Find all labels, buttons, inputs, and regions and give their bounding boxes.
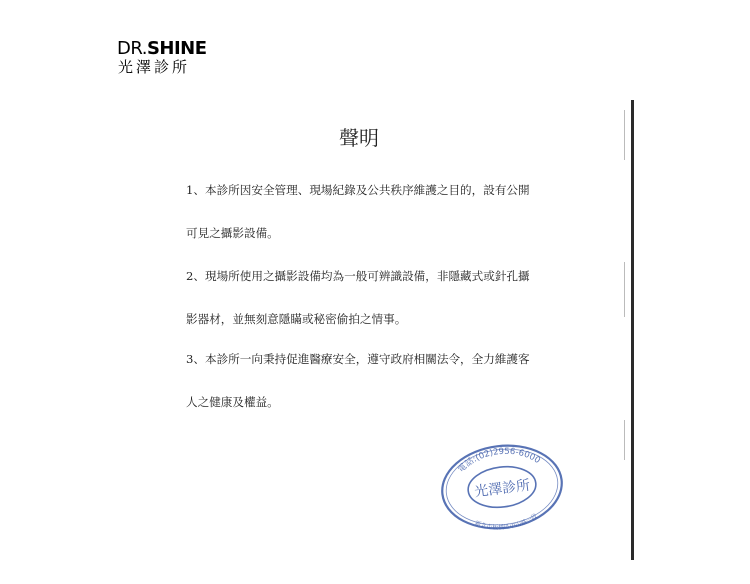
scan-edge-line: [631, 100, 634, 560]
document-title: 聲明: [339, 126, 379, 150]
stamp-address-text: 新北市板橋區中山路一段: [473, 512, 539, 531]
logo-prefix: DR.: [117, 38, 147, 59]
paragraph-line: 3、本診所一向秉持促進醫療安全，遵守政府相關法令，全力維護客: [186, 352, 530, 366]
statement-paragraph-2: [186, 268, 568, 327]
logo-name: SHINE: [146, 38, 207, 59]
paragraph-line: 影器材，並無刻意隱瞞或秘密偷拍之情事。: [186, 312, 407, 326]
scan-edge-mark: [624, 420, 625, 460]
logo-english: [117, 40, 207, 58]
statement-paragraph-1: [186, 182, 568, 241]
scan-edge-mark: [624, 262, 625, 317]
stamp-phone-text: 電話:(02)2956-6000: [456, 446, 542, 475]
paragraph-line: 1、本診所因安全管理、現場紀錄及公共秩序維護之目的，設有公開: [186, 183, 530, 197]
paragraph-line: 人之健康及權益。: [186, 395, 279, 409]
paragraph-line: 2、現場所使用之攝影設備均為一般可辨識設備，非隱藏式或針孔攝: [186, 269, 530, 283]
logo-chinese: 光澤診所: [118, 58, 191, 76]
statement-paragraph-3: [186, 351, 568, 410]
clinic-seal-stamp: [438, 443, 566, 531]
paragraph-line: 可見之攝影設備。: [186, 226, 279, 240]
stamp-clinic-name: 光澤診所: [473, 477, 532, 501]
